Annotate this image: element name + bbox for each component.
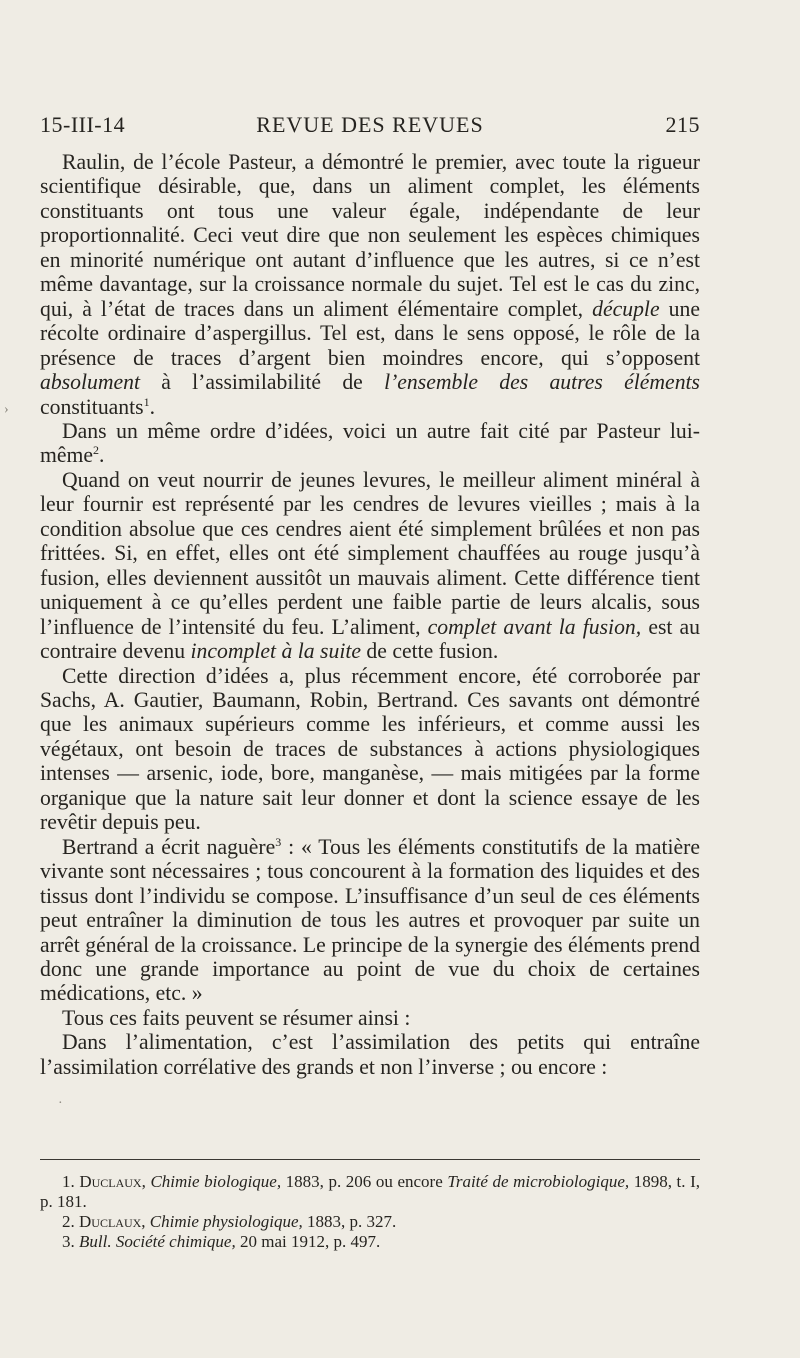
footnotes [40,1172,700,1252]
issue-date: 15-III-14 [40,112,126,137]
footnote-2: 2. Duclaux, Chimie physiologique, 1883, p. 327. [62,1212,397,1231]
footnote-1: 1. Duclaux, Chimie biologique, 1883, p. 206 ou encore Traité de microbiologique, 1898, t. I, p. 181. [40,1172,700,1211]
paragraph-alimentation: Dans l’alimentation, c’est l’assimilation des petits qui entraîne l’assimilation corrélative des grands et non l’inverse ; ou encore : [40,1030,700,1079]
footnote-3: 3. Bull. Société chimique, 20 mai 1912, p. 497. [62,1232,381,1251]
running-head [40,112,700,146]
paragraph-pasteur: Dans un même ordre d’idées, voici un autre fait cité par Pasteur lui-même$^2$. [40,418,700,468]
margin-mark: · [58,1096,63,1111]
footnote-ref-2[interactable]: 2 [93,443,99,458]
journal-title: REVUE DES REVUES [256,112,484,137]
footnote-ref-1[interactable]: 1 [143,394,150,409]
footnote-ref-3[interactable]: 3 [275,834,282,849]
page-number: 215 [665,112,700,137]
paragraph-direction: Cette direction d’idées a, plus récemment encore, été corroborée par Sachs, A. Gautier, Baumann, Robin, Bertrand. Ces savants ont démontré que les animaux supérieurs comme les inférieurs, et comme aussi les végétaux, ont besoin de traces de substances à actions physiologiques intenses — arsenic, iode, bore, manganèse, — mais mitigées par la forme organique que la nature sait leur donner et dont la science essaye de les revêtir depuis peu. [40,663,700,835]
paragraph-levures: Quand on veut nourrir de jeunes levures, le meilleur aliment minéral à leur fournir est représenté par les cendres de levures vieilles ; mais à la condition absolue que ces cendres aient été simplement brûlées et non pas frittées. Si, en effet, elles ont été simplement chauffées au rouge jusqu’à fusion, elles deviennent aussitôt un mauvais aliment. Cette différence tient uniquement à ce qu’elles perdent une faible partie de leurs alcalis, sous l’influence de l’intensité du feu. L’aliment, complet avant la fusion, est au contraire devenu incomplet à la suite de cette fusion. [40,467,701,664]
paragraph-bertrand: Bertrand a écrit naguère$^3$ : « Tous les éléments constitutifs de la matière vivante sont nécessaires ; tous concourent à la formation des liquides et des tissus dont l’individu se compose. L’insuffisance d’un seul de ces éléments peut entraîner la diminution de tous les autres et provoquer par suite un arrêt général de la croissance. Le principe de la synergie des éléments prend donc une grande importance au point de vue du choix de certaines médications, etc. » [40,834,700,1006]
margin-mark: › [4,402,9,417]
body-text [40,150,700,1079]
paragraph-raulin: Raulin, de l’école Pasteur, a démontré le premier, avec toute la rigueur scientifique désirable, que, dans un aliment complet, les éléments constituants ont tous une valeur égale, indépendante de leur proportionnalité. Ceci veut dire que non seulement les espèces chimiques en minorité numérique ont autant d’influence que les autres, si ce n’est même davantage, sur la croissance normale du sujet. Tel est le cas du zinc, qui, à l’état de traces dans un aliment élémentaire complet, décuple une récolte ordinaire d’aspergillus. Tel est, dans le sens opposé, le rôle de la présence de traces d’argent bien moindres encore, qui s’opposent absolument à l’assimilabilité de l’ensemble des autres éléments constituants$^1$. [40,150,700,419]
paragraph-resume: Tous ces faits peuvent se résumer ainsi : [62,1005,411,1030]
footnote-separator [40,1159,700,1160]
